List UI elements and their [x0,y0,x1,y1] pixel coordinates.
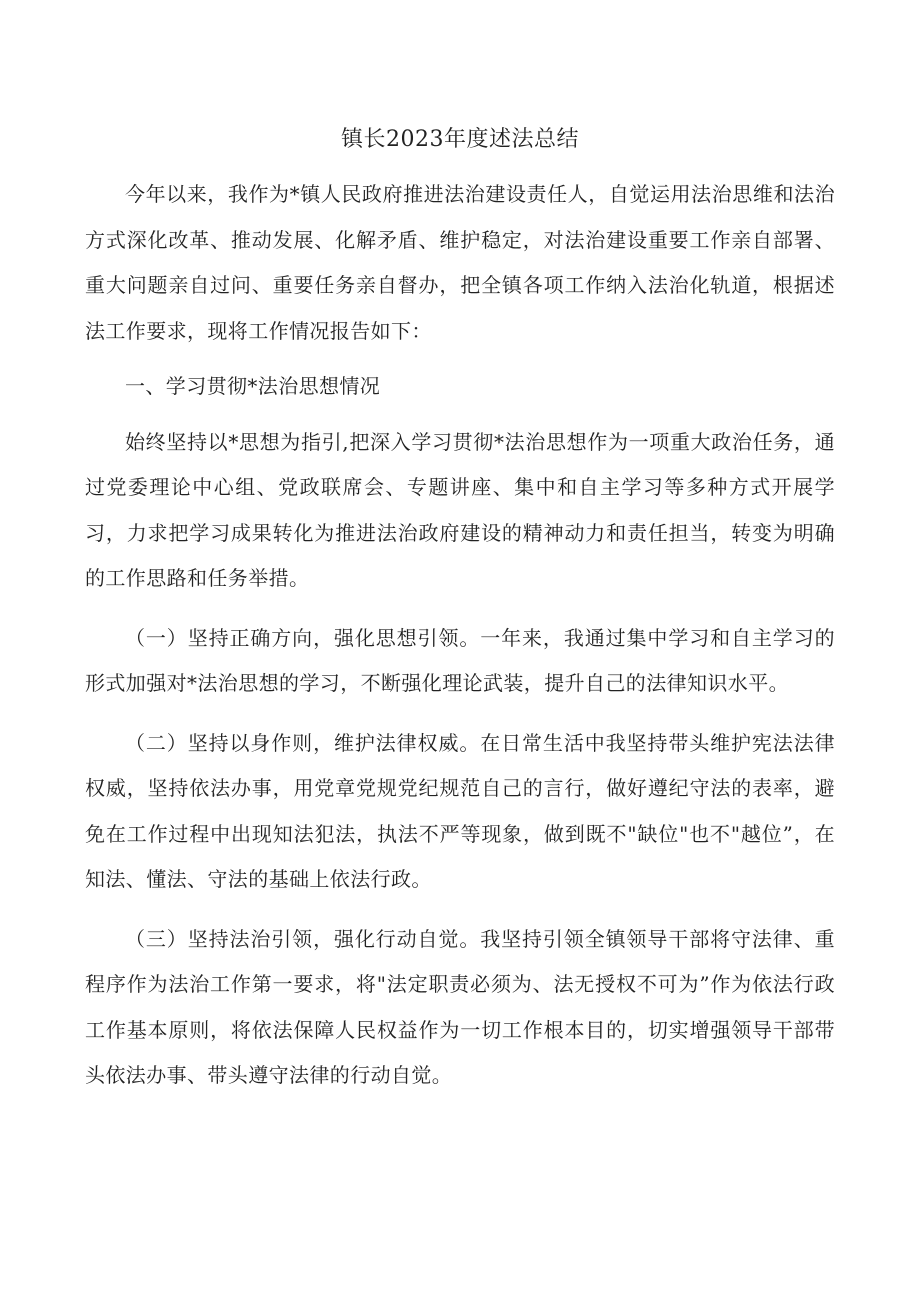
section-heading: 一、学习贯彻*法治思想情况 [125,374,381,398]
intro-paragraph: 今年以来，我作为*镇人民政府推进法治建设责任人，自觉运用法治思维和法治方式深化改革、推动发展、化解矛盾、维护稳定，对法治建设重要工作亲自部署、重大问题亲自过问、重要任务亲自督办，把全镇各项工作纳入法治化轨道，根据述法工作要求，现将工作情况报告如下： [85,182,835,343]
document-body [85,172,835,1099]
document-title: 镇长2023年度述法总结 [341,127,579,152]
subsection-paragraph-1: （一）坚持正确方向，强化思想引领。一年来，我通过集中学习和自主学习的形式加强对*法治思想的学习，不断强化理论武装，提升自己的法律知识水平。 [85,625,835,695]
section-paragraph: 始终坚持以*思想为指引,把深入学习贯彻*法治思想作为一项重大政治任务，通过党委理论中心组、党政联席会、专题讲座、集中和自主学习等多种方式开展学习，力求把学习成果转化为推进法治政府建设的精神动力和责任担当，转变为明确的工作思路和任务举措。 [85,429,835,590]
subsection-paragraph-3: （三）坚持法治引领，强化行动自觉。我坚持引领全镇领导干部将守法律、重程序作为法治工作第一要求，将"法定职责必须为、法无授权不可为”作为依法行政工作基本原则，将依法保障人民权益作为一切工作根本目的，切实增强领导干部带头依法办事、带头遵守法律的行动自觉。 [85,926,835,1087]
subsection-paragraph-2: （二）坚持以身作则，维护法律权威。在日常生活中我坚持带头维护宪法法律权威，坚持依法办事，用党章党规党纪规范自己的言行，做好遵纪守法的表率，避免在工作过程中出现知法犯法，执法不严等现象，做到既不"缺位"也不"越位”，在知法、懂法、守法的基础上依法行政。 [85,730,835,891]
